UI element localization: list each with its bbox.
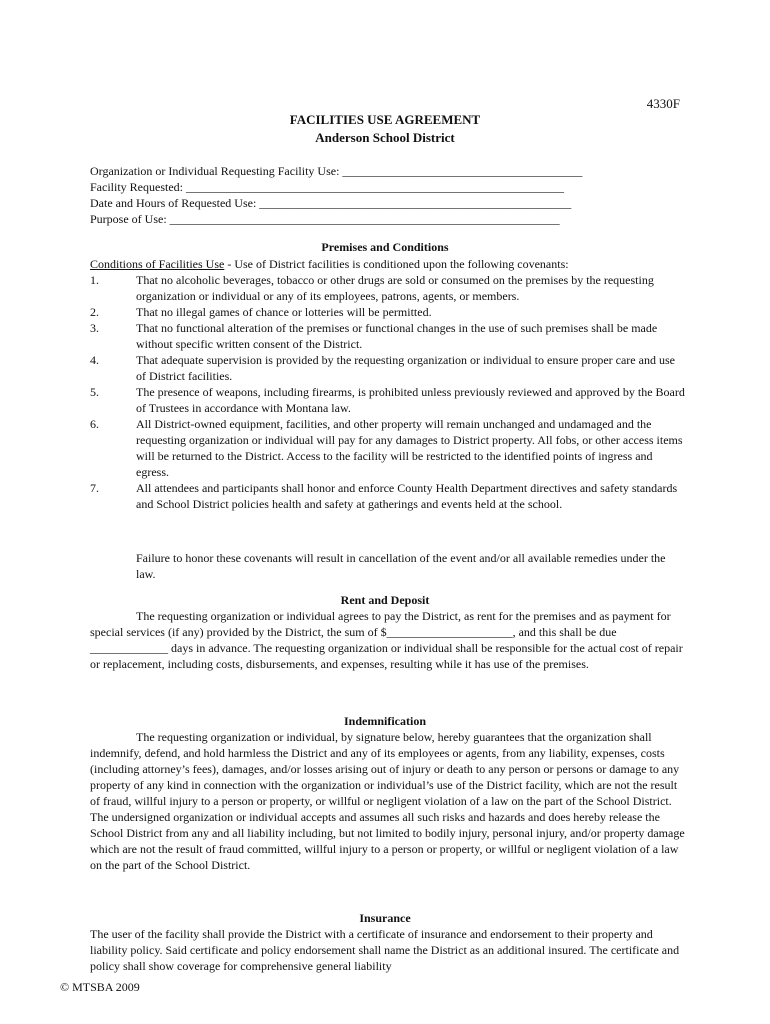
item-text: That no alcoholic beverages, tobacco or other drugs are sold or consumed on the premises by the requesting organization or individual or any of its employees, patrons, agents, or members. (136, 273, 654, 303)
failure-note: Failure to honor these covenants will result in cancellation of the event and/or all available remedies under the law. (136, 551, 666, 581)
item-number: 6. (90, 417, 99, 431)
item-text: That no functional alteration of the premises or functional changes in the use of such premises shall be made without specific written consent of the District. (136, 321, 658, 351)
covenant-list (90, 272, 686, 512)
list-item (90, 416, 686, 480)
premises-heading: Premises and Conditions (321, 240, 449, 254)
document-title: FACILITIES USE AGREEMENT (289, 112, 481, 127)
item-number: 7. (90, 481, 99, 495)
list-item (90, 480, 686, 512)
conditions-intro-text: - Use of District facilities is conditioned upon the following covenants: (224, 257, 569, 271)
item-number: 1. (90, 273, 99, 287)
conditions-label: Conditions of Facilities Use (90, 257, 225, 271)
item-text: The presence of weapons, including firearms, is prohibited unless previously reviewed and approved by the Board of Trustees in accordance with Montana law. (136, 385, 685, 415)
item-text: That no illegal games of chance or lotteries will be permitted. (136, 305, 432, 319)
item-text: All attendees and participants shall honor and enforce County Health Department directives and safety standards and School District policies health and safety at gatherings and events held at the school. (136, 481, 678, 511)
list-item (90, 320, 686, 352)
district-name: Anderson School District (315, 130, 455, 145)
insurance-text: The user of the facility shall provide the District with a certificate of insurance and endorsement to their property and liability policy. Said certificate and policy endorsement shall name the District as an additional insured. The certificate and policy shall show coverage for comprehensive general liability (90, 927, 680, 973)
item-text: All District-owned equipment, facilities, and other property will remain unchanged and undamaged and the requesting organization or individual will pay for any damages to District property. All fobs, or other access items will be returned to the District. Access to the facility will be restricted to the identified points of ingress and egress. (136, 417, 683, 479)
rent-text: The requesting organization or individual agrees to pay the District, as rent for the premises and as payment for special services (if any) provided by the District, the sum of $_____________________, and this shall be due _____________ days in advance. The requesting organization or individual shall be responsible for the actual cost of repair or replacement, including costs, disbursements, and expenses, resulting while it has use of the premises. (90, 609, 683, 671)
item-number: 3. (90, 321, 99, 335)
item-number: 5. (90, 385, 99, 399)
copyright-footer: © MTSBA 2009 (60, 980, 140, 994)
list-item (90, 352, 686, 384)
form-number: 4330F (646, 96, 680, 111)
insurance-heading: Insurance (359, 911, 411, 925)
facility-field[interactable]: Facility Requested: _______________________________________________________________ (90, 180, 564, 194)
list-item (90, 304, 686, 320)
item-number: 4. (90, 353, 99, 367)
purpose-field[interactable]: Purpose of Use: _________________________________________________________________ (90, 212, 560, 226)
item-text: That adequate supervision is provided by the requesting organization or individual to ensure proper care and use of District facilities. (136, 353, 675, 383)
rent-heading: Rent and Deposit (340, 593, 430, 607)
indemnification-text: The requesting organization or individual, by signature below, hereby guarantees that the organization shall indemnify, defend, and hold harmless the District and any of its employees or agents, from any liability, expenses, costs (including attorney’s fees), damages, and/or losses arising out of injury or death to any person or persons or damage to any property of any kind in connection with the organization or individual’s use of the District facility, which are not the result of fraud, willful injury to a person or property, or willful or negligent violation of a law on the part of the School District. The undersigned organization or individual accepts and assumes all such risks and hazards and does hereby release the School District from any and all liability including, but not limited to bodily injury, personal injury, and/or property damage which are not the result of fraud committed, willful injury to a person or property, or willful or negligent violation of a law on the part of the School District. (90, 730, 685, 872)
list-item (90, 384, 686, 416)
item-number: 2. (90, 305, 99, 319)
organization-field[interactable]: Organization or Individual Requesting Facility Use: ________________________________________ (90, 164, 583, 178)
indemnification-heading: Indemnification (343, 714, 426, 728)
list-item (90, 272, 686, 304)
date-hours-field[interactable]: Date and Hours of Requested Use: ____________________________________________________ (90, 196, 572, 210)
conditions-intro (90, 256, 690, 272)
